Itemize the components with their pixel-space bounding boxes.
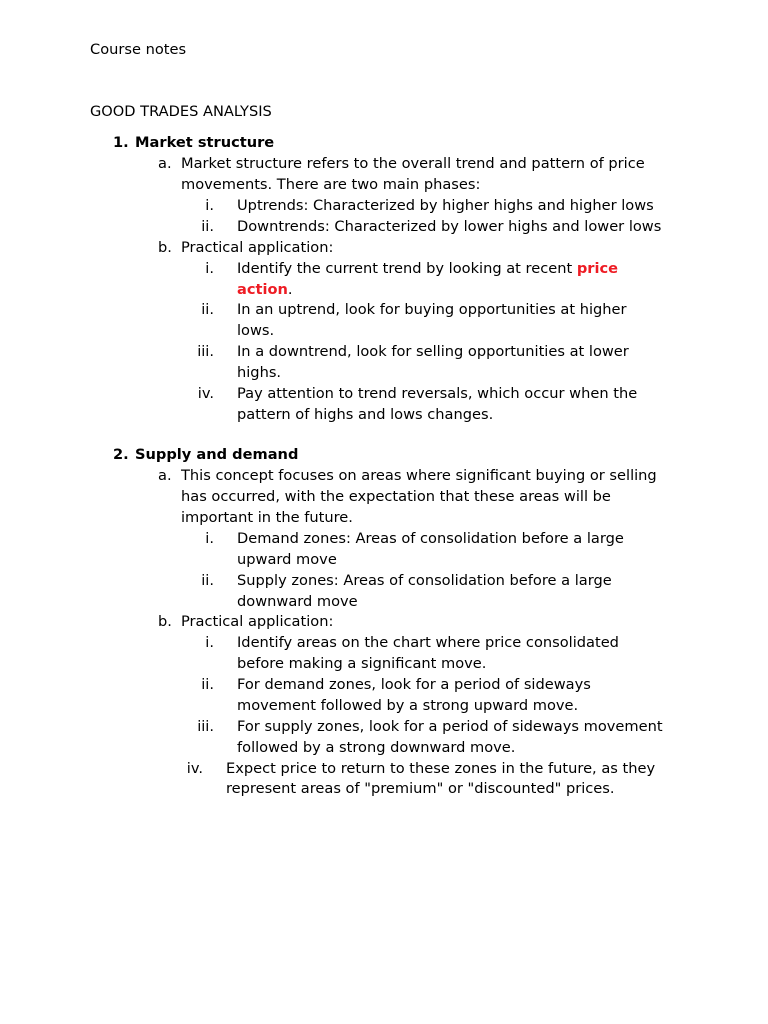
list-item-text: Pay attention to trend reversals, which occur when the bbox=[237, 385, 638, 402]
section-title: Market structure bbox=[135, 134, 275, 151]
list-marker: iv. bbox=[197, 385, 214, 402]
list-item-text: Market structure refers to the overall trend and pattern of price bbox=[181, 155, 645, 172]
list-item-text: This concept focuses on areas where significant buying or selling bbox=[181, 467, 657, 484]
list-item-text: Identify areas on the chart where price consolidated bbox=[237, 634, 619, 651]
emphasis-text: action bbox=[237, 281, 288, 298]
list-item-text: pattern of highs and lows changes. bbox=[237, 406, 494, 423]
list-item-text-segment: . bbox=[287, 281, 293, 298]
list-item-text: Downtrends: Characterized by lower highs and lower lows bbox=[237, 218, 662, 235]
list-item-text: lows. bbox=[237, 322, 275, 339]
list-item-text: Practical application: bbox=[181, 613, 334, 630]
section-number: 1. bbox=[113, 134, 129, 151]
list-item-text bbox=[237, 280, 293, 300]
list-item-text: upward move bbox=[237, 551, 337, 568]
document-heading: GOOD TRADES ANALYSIS bbox=[90, 103, 272, 120]
section-title: Supply and demand bbox=[135, 446, 299, 463]
list-marker: ii. bbox=[201, 676, 214, 693]
list-item-text: movement followed by a strong upward move. bbox=[237, 697, 579, 714]
list-item-text: In a downtrend, look for selling opportunities at lower bbox=[237, 343, 629, 360]
list-marker: i. bbox=[205, 260, 214, 277]
list-marker: ii. bbox=[201, 218, 214, 235]
list-marker: a. bbox=[158, 155, 172, 172]
list-item-text: before making a significant move. bbox=[237, 655, 487, 672]
list-item-text: Supply zones: Areas of consolidation before a large bbox=[237, 572, 612, 589]
list-item-text: followed by a strong downward move. bbox=[237, 739, 516, 756]
list-item-text: For demand zones, look for a period of sideways bbox=[237, 676, 591, 693]
list-item-text: For supply zones, look for a period of sideways movement bbox=[237, 718, 663, 735]
list-item-text-segment: Identify the current trend by looking at recent bbox=[237, 260, 577, 277]
list-item-text: Demand zones: Areas of consolidation before a large bbox=[237, 530, 624, 547]
list-marker: iii. bbox=[197, 343, 214, 360]
list-marker: iii. bbox=[197, 718, 214, 735]
list-item-text bbox=[237, 259, 618, 279]
list-item-text: downward move bbox=[237, 593, 358, 610]
list-marker: a. bbox=[158, 467, 172, 484]
list-marker: b. bbox=[158, 613, 172, 630]
list-marker: b. bbox=[158, 239, 172, 256]
list-marker: iv. bbox=[186, 760, 203, 777]
section-number: 2. bbox=[113, 446, 129, 463]
list-item-text: In an uptrend, look for buying opportunities at higher bbox=[237, 301, 627, 318]
list-item-text: Practical application: bbox=[181, 239, 334, 256]
list-marker: i. bbox=[205, 197, 214, 214]
list-item-text: Expect price to return to these zones in the future, as they bbox=[226, 760, 656, 777]
list-item-text: Uptrends: Characterized by higher highs and higher lows bbox=[237, 197, 654, 214]
list-marker: ii. bbox=[201, 301, 214, 318]
list-item-text: important in the future. bbox=[181, 509, 353, 526]
list-marker: i. bbox=[205, 634, 214, 651]
emphasis-text: price bbox=[576, 260, 619, 277]
list-item-text: represent areas of "premium" or "discounted" prices. bbox=[226, 780, 615, 797]
page-header-title: Course notes bbox=[90, 41, 187, 58]
list-marker: i. bbox=[205, 530, 214, 547]
list-marker: ii. bbox=[201, 572, 214, 589]
list-item-text: highs. bbox=[237, 364, 282, 381]
list-item-text: has occurred, with the expectation that these areas will be bbox=[181, 488, 611, 505]
list-item-text: movements. There are two main phases: bbox=[181, 176, 481, 193]
